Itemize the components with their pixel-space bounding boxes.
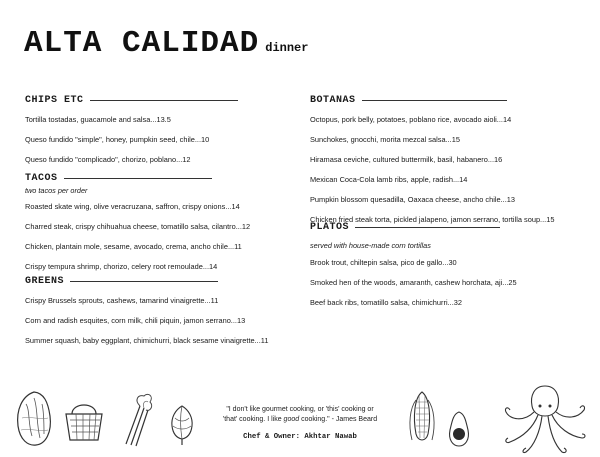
menu-subtitle: dinner (265, 41, 309, 55)
oyster-icon (14, 390, 54, 448)
basket-icon (62, 398, 106, 444)
section-botanas (310, 92, 554, 225)
menu-item: Chicken fried steak torta, pickled jalapeno, jamon serrano, tortilla soup...15 (310, 215, 555, 224)
menu-item: Beef back ribs, tomatillo salsa, chimichurri...32 (310, 298, 462, 307)
menu-item: Roasted skate wing, olive veracruzana, saffron, crispy onions...14 (25, 202, 240, 211)
section-greens (25, 273, 268, 346)
chef-credit: Chef & Owner: Akhtar Nawab (243, 433, 357, 441)
menu-item: Sunchokes, gnocchi, morita mezcal salsa...15 (310, 135, 460, 144)
quote-emphasis: good (283, 416, 300, 423)
section-rule (362, 100, 507, 101)
menu-item: Chicken, plantain mole, sesame, avocado, crema, ancho chile...11 (25, 242, 242, 251)
artichoke-icon (165, 402, 199, 446)
menu-header (24, 26, 308, 61)
menu-item: Hiramasa ceviche, cultured buttermilk, basil, habanero...16 (310, 155, 503, 164)
section-rule (70, 281, 218, 282)
section-note: served with house-made corn tortillas (310, 241, 431, 250)
menu-item: Octopus, pork belly, potatoes, poblano rice, avocado aioli...14 (310, 115, 512, 124)
section-title: GREENS (25, 275, 65, 287)
section-platos (310, 219, 517, 308)
section-title: PLATOS (310, 221, 350, 233)
section-title: BOTANAS (310, 94, 356, 106)
section-note: two tacos per order (25, 186, 88, 195)
avocado-icon (446, 410, 472, 448)
menu-item: Queso fundido "complicado", chorizo, poblano...12 (25, 155, 191, 164)
section-rule (90, 100, 238, 101)
menu-item: Pumpkin blossom quesadilla, Oaxaca cheese, ancho chile...13 (310, 195, 516, 204)
octopus-icon (500, 382, 590, 457)
menu-item: Queso fundido "simple", honey, pumpkin seed, chile...10 (25, 135, 210, 144)
menu-item: Crispy Brussels sprouts, cashews, tamarind vinaigrette...11 (25, 296, 219, 305)
menu-item: Corn and radish esquites, corn milk, chili piquin, jamon serrano...13 (25, 316, 246, 325)
section-title: TACOS (25, 172, 58, 184)
menu-item: Crispy tempura shrimp, chorizo, celery root remoulade...14 (25, 262, 218, 271)
corn-icon (404, 388, 440, 448)
section-tacos (25, 170, 250, 272)
restaurant-title: ALTA CALIDAD (24, 26, 260, 61)
menu-item: Brook trout, chiltepin salsa, pico de gallo...30 (310, 258, 457, 267)
celery-icon (118, 392, 158, 447)
menu-item: Charred steak, crispy chihuahua cheese, tomatillo salsa, cilantro...12 (25, 222, 251, 231)
menu-item: Smoked hen of the woods, amaranth, cashew horchata, aji...25 (310, 278, 517, 287)
menu-footer (0, 380, 600, 457)
section-rule (355, 227, 500, 228)
quote-line-2b: cooking." - James Beard (299, 416, 378, 423)
quote-line-2a: 'that' cooking. I like (222, 416, 284, 423)
section-chips (25, 92, 238, 165)
quote-line-1: "I don't like gourmet cooking, or 'this' cooking or (226, 406, 374, 413)
footer-quote (210, 405, 390, 425)
section-title: CHIPS ETC (25, 94, 84, 106)
menu-item: Tortilla tostadas, guacamole and salsa...13.5 (25, 115, 171, 124)
menu-item: Mexican Coca-Cola lamb ribs, apple, radish...14 (310, 175, 468, 184)
section-rule (64, 178, 212, 179)
menu-item: Summer squash, baby eggplant, chimichurri, black sesame vinaigrette...11 (25, 336, 269, 345)
